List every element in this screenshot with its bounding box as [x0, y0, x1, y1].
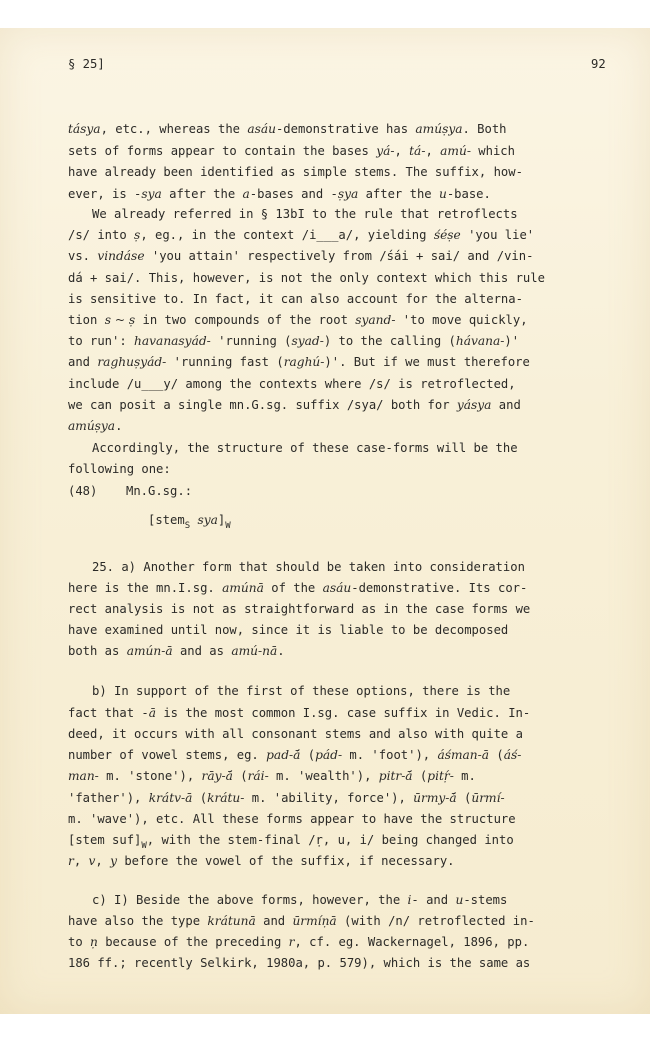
text-line: have already been identified as simple stems. The suffix, how- — [68, 165, 523, 179]
text-line: c) I) Beside the above forms, however, the i- and u-stems — [92, 893, 508, 907]
text-line: include /u___y/ among the contexts where /s/ is retroflected, — [68, 377, 516, 391]
text-line: to ṇ because of the preceding r, cf. eg. Wackernagel, 1896, pp. — [68, 935, 530, 949]
text-line: vs. vindáse 'you attain' respectively from /śái + sai/ and /vin- — [68, 249, 534, 263]
example-label: Mn.G.sg.: — [126, 484, 193, 498]
text-line: both as amún-ā and as amú-nā. — [68, 644, 285, 658]
text-line: rect analysis is not as straightforward as in the case forms we — [68, 602, 531, 616]
text-line: deed, it occurs with all consonant stems and also with quite a — [68, 727, 523, 741]
text-line: to run': havanasyád- 'running (syad-) to the calling (hávana-)' — [68, 334, 520, 348]
example-number: (48) — [68, 484, 98, 498]
text-line: man- m. 'stone'), rāy-ā́ (rái- m. 'wealth'), pitr-ā́ (pitṛ́- m. — [68, 769, 476, 783]
text-line: number of vowel stems, eg. pad-ā́ (pád- m. 'foot'), áśman-ā (áś- — [68, 748, 522, 762]
text-line: dá + sai/. This, however, is not the only context which this rule — [68, 271, 545, 285]
text-line: and raghuṣyád- 'running fast (raghú-)'. But if we must therefore — [68, 355, 530, 369]
text-line: tásya, etc., whereas the asáu-demonstrative has amúṣya. Both — [68, 122, 507, 136]
text-line: 25. a) Another form that should be taken into consideration — [92, 560, 525, 574]
text-line: fact that -ā is the most common I.sg. case suffix in Vedic. In- — [68, 706, 531, 720]
text-line: following one: — [68, 462, 171, 476]
text-line: Accordingly, the structure of these case-forms will be the — [92, 441, 518, 455]
text-line: m. 'wave'), etc. All these forms appear to have the structure — [68, 812, 516, 826]
text-line: b) In support of the first of these options, there is the — [92, 684, 511, 698]
text-line: [stem $suf]_W$, with the stem-final /ṛ, u, i/ being changed into — [68, 833, 514, 851]
text-line: have also the type krátunā and ūrmíṇā (with /n/ retroflected in- — [68, 914, 535, 928]
text-line: sets of forms appear to contain the bases yá-, tá-, amú- which — [68, 144, 515, 158]
example-formula: [stem$_S$ $sya]_W$ — [148, 513, 231, 531]
text-line: ever, is -sya after the a-bases and -ṣya after the u-base. — [68, 187, 491, 201]
text-line: We already referred in § 13bI to the rule that retroflects — [92, 207, 518, 221]
text-line: amúṣya. — [68, 419, 123, 433]
text-line: 'father'), krátv-ā (krátu- m. 'ability, force'), ūrmy-ā́ (ūrmí- — [68, 791, 505, 805]
section-header: § 25] — [68, 57, 105, 71]
text-line: /s/ into ṣ, eg., in the context /i___a/, yielding śéṣe 'you lie' — [68, 228, 535, 242]
text-line: 186 ff.; recently Selkirk, 1980a, p. 579), which is the same as — [68, 956, 531, 970]
text-line: is sensitive to. In fact, it can also account for the alterna- — [68, 292, 523, 306]
page-number: 92 — [591, 57, 606, 71]
text-line: here is the mn.I.sg. amúnā of the asáu-demonstrative. Its cor- — [68, 581, 528, 595]
text-line: have examined until now, since it is liable to be decomposed — [68, 623, 509, 637]
text-line: we can posit a single mn.G.sg. suffix /sya/ both for yásya and — [68, 398, 521, 412]
text-line: tion s ~ ṣ in two compounds of the root syand- 'to move quickly, — [68, 313, 528, 327]
text-line: r, v, y before the vowel of the suffix, if necessary. — [68, 854, 455, 868]
